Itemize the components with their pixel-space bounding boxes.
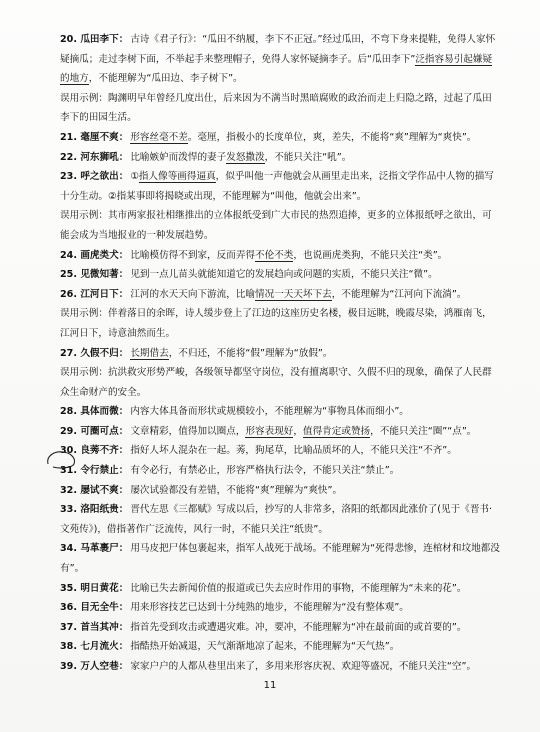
idiom-entry (60, 265, 500, 285)
entry-number: 37. (60, 621, 81, 633)
entry-number: 25. (60, 269, 81, 281)
idiom-entry (60, 500, 500, 539)
underlined-phrase: 情况一天天坏下去 (255, 288, 332, 300)
idiom-term: 具体而微： (80, 406, 129, 418)
entry-number: 33. (60, 504, 81, 516)
misuse-example: 误用示例：其市两家报社相继推出的立体报纸受到广大市民的热烈追捧，更多的立体报纸呼之欲出，可能会成为当地报业的一种发展趋势。 (60, 210, 492, 241)
definition-text: 文章精彩，值得加以圈点， (130, 425, 246, 437)
definition-text: 指好人坏人混杂在一起。莠，狗尾草，比喻品质坏的人，不能只关注“不齐”。 (130, 445, 457, 457)
idiom-entry (60, 148, 500, 168)
entry-number: 28. (60, 406, 81, 418)
entry-number: 35. (60, 582, 81, 594)
idiom-term: 明日黄花： (80, 582, 129, 594)
idiom-term: 毫厘不爽： (80, 131, 129, 143)
definition-text: ，也说画虎类狗，不能只关注“类”。 (293, 249, 448, 261)
idiom-term: 良莠不齐： (80, 445, 129, 457)
underlined-phrase: 形容丝毫不差 (130, 131, 188, 143)
underlined-phrase: 长期借去 (130, 347, 169, 359)
idiom-entry (60, 618, 500, 638)
definition-text: 用马皮把尸体包裹起来，指军人战死于战场。不能理解为“死得悲惨，连棺材和坟地都没有”。 (60, 543, 500, 575)
definition-text: 用来形容技艺已达到十分纯熟的地步，不能理解为“没有整体观”。 (130, 602, 409, 614)
entry-number: 26. (60, 288, 81, 300)
idiom-entry (60, 402, 500, 422)
entry-number: 36. (60, 602, 81, 614)
idiom-term: 洛阳纸贵： (80, 504, 129, 516)
idiom-term: 万人空巷： (80, 661, 129, 672)
idiom-entry (60, 344, 500, 364)
underlined-phrase: 值得肯定或赞扬 (303, 425, 371, 437)
entry-number: 38. (60, 641, 81, 653)
idiom-term: 屡试不爽： (80, 484, 129, 496)
definition-text: 比喻已失去新闻价值的报道或已失去应时作用的事物，不能理解为“未来的花”。 (130, 582, 467, 594)
entry-number: 30. (60, 445, 81, 457)
entry-number: 20. (60, 34, 81, 45)
idiom-term: 目无全牛： (80, 602, 129, 614)
idiom-term: 令行禁止： (80, 465, 129, 477)
definition-text: 。毫厘，指极小的长度单位，爽，差失，不能将“爽”理解为“爽快”。 (187, 131, 477, 143)
idiom-entry (60, 657, 500, 677)
definition-text: ， (293, 425, 303, 437)
definition-text: ，不能理解为“瓜田边、李子树下”。 (88, 73, 243, 85)
definition-text: 比喻模仿得不到家，反而弄得 (130, 249, 256, 261)
idiom-term: 画虎类犬： (80, 249, 129, 261)
idiom-term: 七月流火： (80, 641, 129, 653)
idiom-entry (60, 128, 500, 148)
idiom-term: 呼之欲出： (80, 171, 129, 183)
idiom-entry (60, 285, 500, 305)
definition-text: ，不能只关注“吼”。 (264, 151, 352, 163)
underlined-phrase: 形容表现好 (245, 425, 294, 437)
definition-text: 江河的水天天向下游流，比喻 (130, 288, 256, 300)
idiom-entry (60, 167, 500, 206)
entry-list (60, 30, 500, 677)
idiom-entry (60, 598, 500, 618)
entry-number: 29. (60, 425, 81, 437)
idiom-entry (60, 422, 500, 442)
definition-text: 指酷热开始减退，天气渐渐地凉了起来，不能理解为“天气热”。 (130, 641, 400, 653)
entry-number: 31. (60, 465, 81, 477)
entry-number: 22. (60, 151, 81, 163)
idiom-term: 可圈可点： (80, 425, 129, 437)
definition-text: 比喻嫉妒而泼悍的妻子 (130, 151, 227, 163)
entry-number: 24. (60, 249, 81, 261)
misuse-example: 误用示例：抗洪救灾形势严峻，各级领导都坚守岗位，没有擅离职守、久假不归的现象，确保了人民群众生命财产的安全。 (60, 367, 492, 398)
entry-number: 27. (60, 347, 81, 359)
entry-number: 34. (60, 543, 81, 555)
idiom-entry (60, 579, 500, 599)
definition-text: ，不能只关注“圈”“点”。 (370, 425, 477, 437)
idiom-term: 马革裹尸： (80, 543, 129, 555)
definition-text: ，不能理解为“江河向下流淌”。 (331, 288, 467, 300)
definition-text: 指首先受到攻击或遭遇灾难。冲，要冲，不能理解为“冲在最前面的或首要的”。 (130, 621, 467, 633)
underlined-phrase: 指人像等画得逼真 (138, 171, 216, 183)
definition-text: 晋代左思《三都赋》写成以后，抄写的人非常多，洛阳的纸都因此涨价了(见于《晋书·文苑传》)，借指著作广泛流传，风行一时，不能只关注“纸贵”。 (60, 504, 493, 535)
definition-text: 屡次试验都没有差错，不能将“爽”理解为“爽快”。 (130, 484, 343, 496)
idiom-term: 瓜田李下： (80, 34, 129, 45)
idiom-entry (60, 30, 500, 89)
idiom-entry (60, 637, 500, 657)
entry-number: 39. (60, 661, 81, 672)
underlined-phrase: 不伦不类 (255, 249, 294, 261)
page-number: 11 (263, 680, 277, 691)
definition-text: ，不归还，不能将“假”理解为“放假”。 (168, 347, 333, 359)
idiom-term: 见微知著： (80, 269, 129, 281)
misuse-example: 误用示例：陶渊明早年曾经几度出仕，后来因为不满当时黑暗腐败的政治而走上归隐之路，过起了瓜田李下的田园生活。 (60, 92, 492, 124)
idiom-term: 江河日下： (80, 288, 129, 300)
underlined-phrase: 发怒撒泼 (226, 151, 265, 163)
idiom-term: 久假不归： (80, 347, 129, 359)
definition-text: ① (130, 171, 139, 183)
entry-number: 21. (60, 131, 81, 143)
idiom-entry (60, 441, 500, 461)
definition-text: 见到一点儿苗头就能知道它的发展趋向或问题的实质，不能只关注“微”。 (130, 269, 438, 281)
definition-text: 内容大体具备而形状或规模较小，不能理解为“事物具体而细小”。 (130, 406, 409, 418)
idiom-entry (60, 246, 500, 266)
definition-text: 家家户户的人都从巷里出来了，多用来形容庆祝、欢迎等盛况，不能只关注“空”。 (130, 661, 477, 672)
pen-circle-mark (44, 448, 78, 470)
entry-number: 23. (60, 171, 81, 183)
misuse-example: 误用示例：伴着落日的余晖，诗人缓步登上了江边的这座历史名楼，极目远眺，晚霞尽染，鸿雁南飞，江河日下，诗意油然而生。 (60, 308, 492, 339)
idiom-entry (60, 461, 500, 481)
idiom-term: 河东狮吼： (80, 151, 129, 163)
underlined-phrase: 泛指容易引起嫌疑的地方 (60, 53, 493, 85)
definition-text: ，似乎叫他一声他就会从画里走出来，泛指文学作品中人物的描写十分生动。②指某事即将揭晓或出现，不能理解为“叫他，他就会出来”。 (60, 171, 494, 202)
definition-text: 有令必行，有禁必止，形容严格执行法令，不能只关注“禁止”。 (130, 465, 400, 477)
idiom-term: 首当其冲： (80, 621, 129, 633)
idiom-entry (60, 539, 500, 578)
entry-number: 32. (60, 484, 81, 496)
idiom-entry (60, 481, 500, 501)
definition-text: 古诗《君子行》：“瓜田不纳履，李下不正冠。”经过瓜田，不弯下身来提鞋，免得人家怀疑摘瓜；走过李树下面，不举起手来整理帽子，免得人家怀疑摘李子。后“瓜田李下” (60, 34, 496, 65)
